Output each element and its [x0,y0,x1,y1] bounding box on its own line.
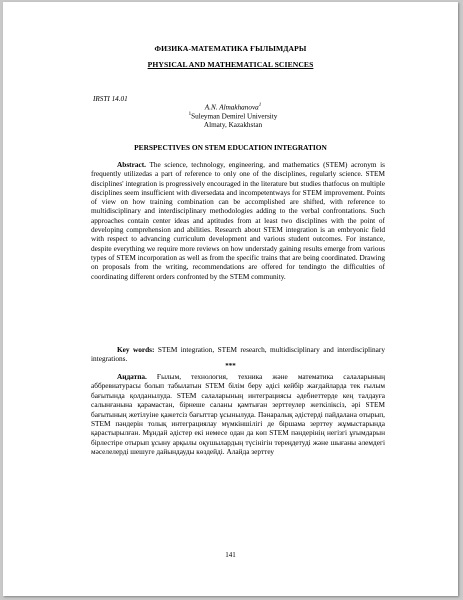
abstract-paragraph [91,160,385,281]
abstract-label: Abstract. [117,160,146,169]
university-name: Suleyman Demirel University [191,112,278,121]
annotation-label: Аңдатпа. [117,372,147,381]
paper-title: PERSPECTIVES ON STEM EDUCATION INTEGRATION [134,143,327,152]
author-line [153,103,313,111]
section-heading-kazakh: ФИЗИКА-МАТЕМАТИКА ҒЫЛЫМДАРЫ [154,44,307,53]
annotation-paragraph [91,372,385,457]
irsti-code: IRSTI 14.01 [93,95,128,103]
journal-page [3,2,458,596]
affiliation-line [153,112,313,120]
keywords-text: STEM integration, STEM research, multidisciplinary and interdisciplinary integrations. [91,345,385,364]
city-line: Almaty, Kazakhstan [203,121,263,129]
author-superscript: 1 [258,103,262,108]
keywords-paragraph [91,345,385,364]
annotation-text: Ғылым, технология, техника және математика салаларының аббревиатурасы болып табылатын STEM білім беру әдісі кейбір жағдайларда тек ғылым бағытында қолданылуда. STEM салаларының интеграциясы әдебиеттерде кең талдауға салынғанына қарамастан, бірнеше саланы қамтыған зерттеулер жеткіліксіз, әрі STEM бағытының жетілуіне қажетсіз бағыттар ұсынылуда. Пәнаралық әдістерді пайдалана отырып, STEM пәндерін толық интеграциялау мүмкіншілігі де біршама зерттеу жұмыстарында қарастырылған. Мұндай әдістер екі немесе одан да көп STEM пәндерінің негізгі ұғымдарын бірлестіре отырып ұсыну арқылы оқушылардың түсінігін тереңдетуді және шығаны әлемдегі мәселелерді шешуге дайындауды көздейді. Алайда зерттеу [91,372,385,457]
affiliation-superscript: 1 [188,112,192,117]
section-heading-english: PHYSICAL AND MATHEMATICAL SCIENCES [147,60,314,69]
keywords-label: Key words: [117,345,155,354]
author-name: A.N. Almakhanova [204,103,259,112]
abstract-text: The science, technology, engineering, and mathematics (STEM) acronym is frequently utilizedas a part of reference to only one of the disciplines, regularly science. STEM disciplines' integration is progressively encouraged in the literature but studies thatfocus on multiple disciplines seem insufficient with diversedata and incompetentways for STEM improvement. Points of view on how training combination can be accomplished are shifted, with reference to multidisciplinary and interdisciplinary methodologies adding to the verbal confrontations. Such approaches contain center ideas and aptitudes from at least two disciplines with the point of developing comprehension and abilities. Research about STEM integration is an embryonic field with respect to advancing curriculum development and various student outcomes. For instance, despite everything we require more reviews on how understady gaining results emerge from various types of STEM incorporation as well as from the specific trains that are being coordinated. Drawing on proposals from the writing, recommendations are offered for tendingto the difficulties of coordinating different orders confronted by the STEM community. [91,160,385,281]
page-number: 141 [225,551,236,559]
section-separator: *** [225,362,236,370]
